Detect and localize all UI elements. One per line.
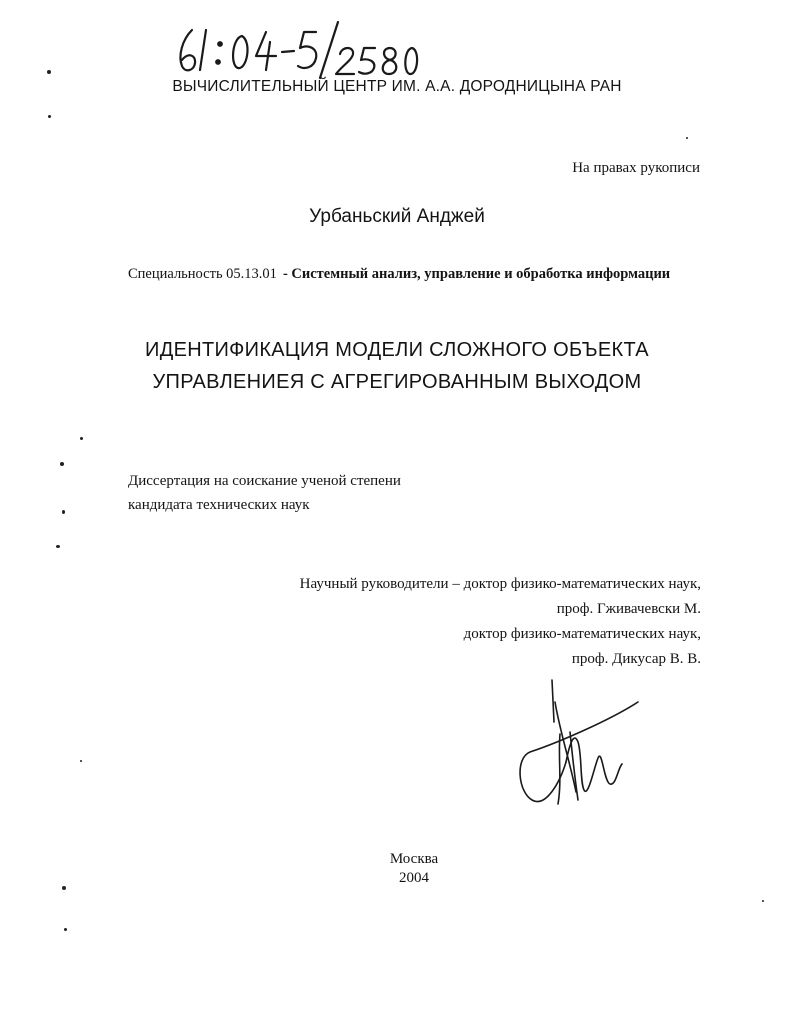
- signature: [500, 672, 660, 822]
- degree-line-1: Диссертация на соискание ученой степени: [128, 473, 401, 489]
- year: 2004: [399, 870, 429, 886]
- city: Москва: [389, 851, 439, 867]
- scan-speck: [80, 437, 83, 440]
- scan-speck: [56, 545, 60, 548]
- specialty-field: - Системный анализ, управление и обработка информации: [282, 266, 671, 282]
- scan-speck: [47, 70, 51, 74]
- scan-speck: [762, 900, 764, 902]
- supervisor-line-4: проф. Дикусар В. В.: [571, 651, 701, 667]
- specialty-line: [128, 266, 670, 283]
- dissertation-title-line-1: ИДЕНТИФИКАЦИЯ МОДЕЛИ СЛОЖНОГО ОБЪЕКТА: [145, 339, 649, 361]
- supervisor-line-2: проф. Гживачевски М.: [556, 601, 701, 617]
- degree-line-2: кандидата технических наук: [128, 497, 310, 513]
- scan-speck: [62, 510, 65, 514]
- specialty-code: Специальность 05.13.01: [128, 266, 277, 282]
- dissertation-title-line-2: УПРАВЛЕНИЕЯ С АГРЕГИРОВАННЫМ ВЫХОДОМ: [152, 371, 642, 393]
- archive-number-handwritten: [170, 16, 420, 84]
- scan-speck: [686, 137, 688, 139]
- supervisor-line-1: Научный руководители – доктор физико-математических наук,: [299, 576, 701, 592]
- scan-speck: [64, 928, 67, 931]
- author-name: Урбаньский Анджей: [309, 206, 485, 227]
- institute-name: ВЫЧИСЛИТЕЛЬНЫЙ ЦЕНТР ИМ. А.А. ДОРОДНИЦЫНА РАН: [172, 78, 622, 95]
- scan-speck: [80, 760, 82, 762]
- rights-note: На правах рукописи: [572, 160, 700, 176]
- scan-speck: [60, 462, 64, 466]
- supervisor-line-3: доктор физико-математических наук,: [463, 626, 701, 642]
- scan-speck: [62, 886, 66, 890]
- scan-speck: [48, 115, 51, 118]
